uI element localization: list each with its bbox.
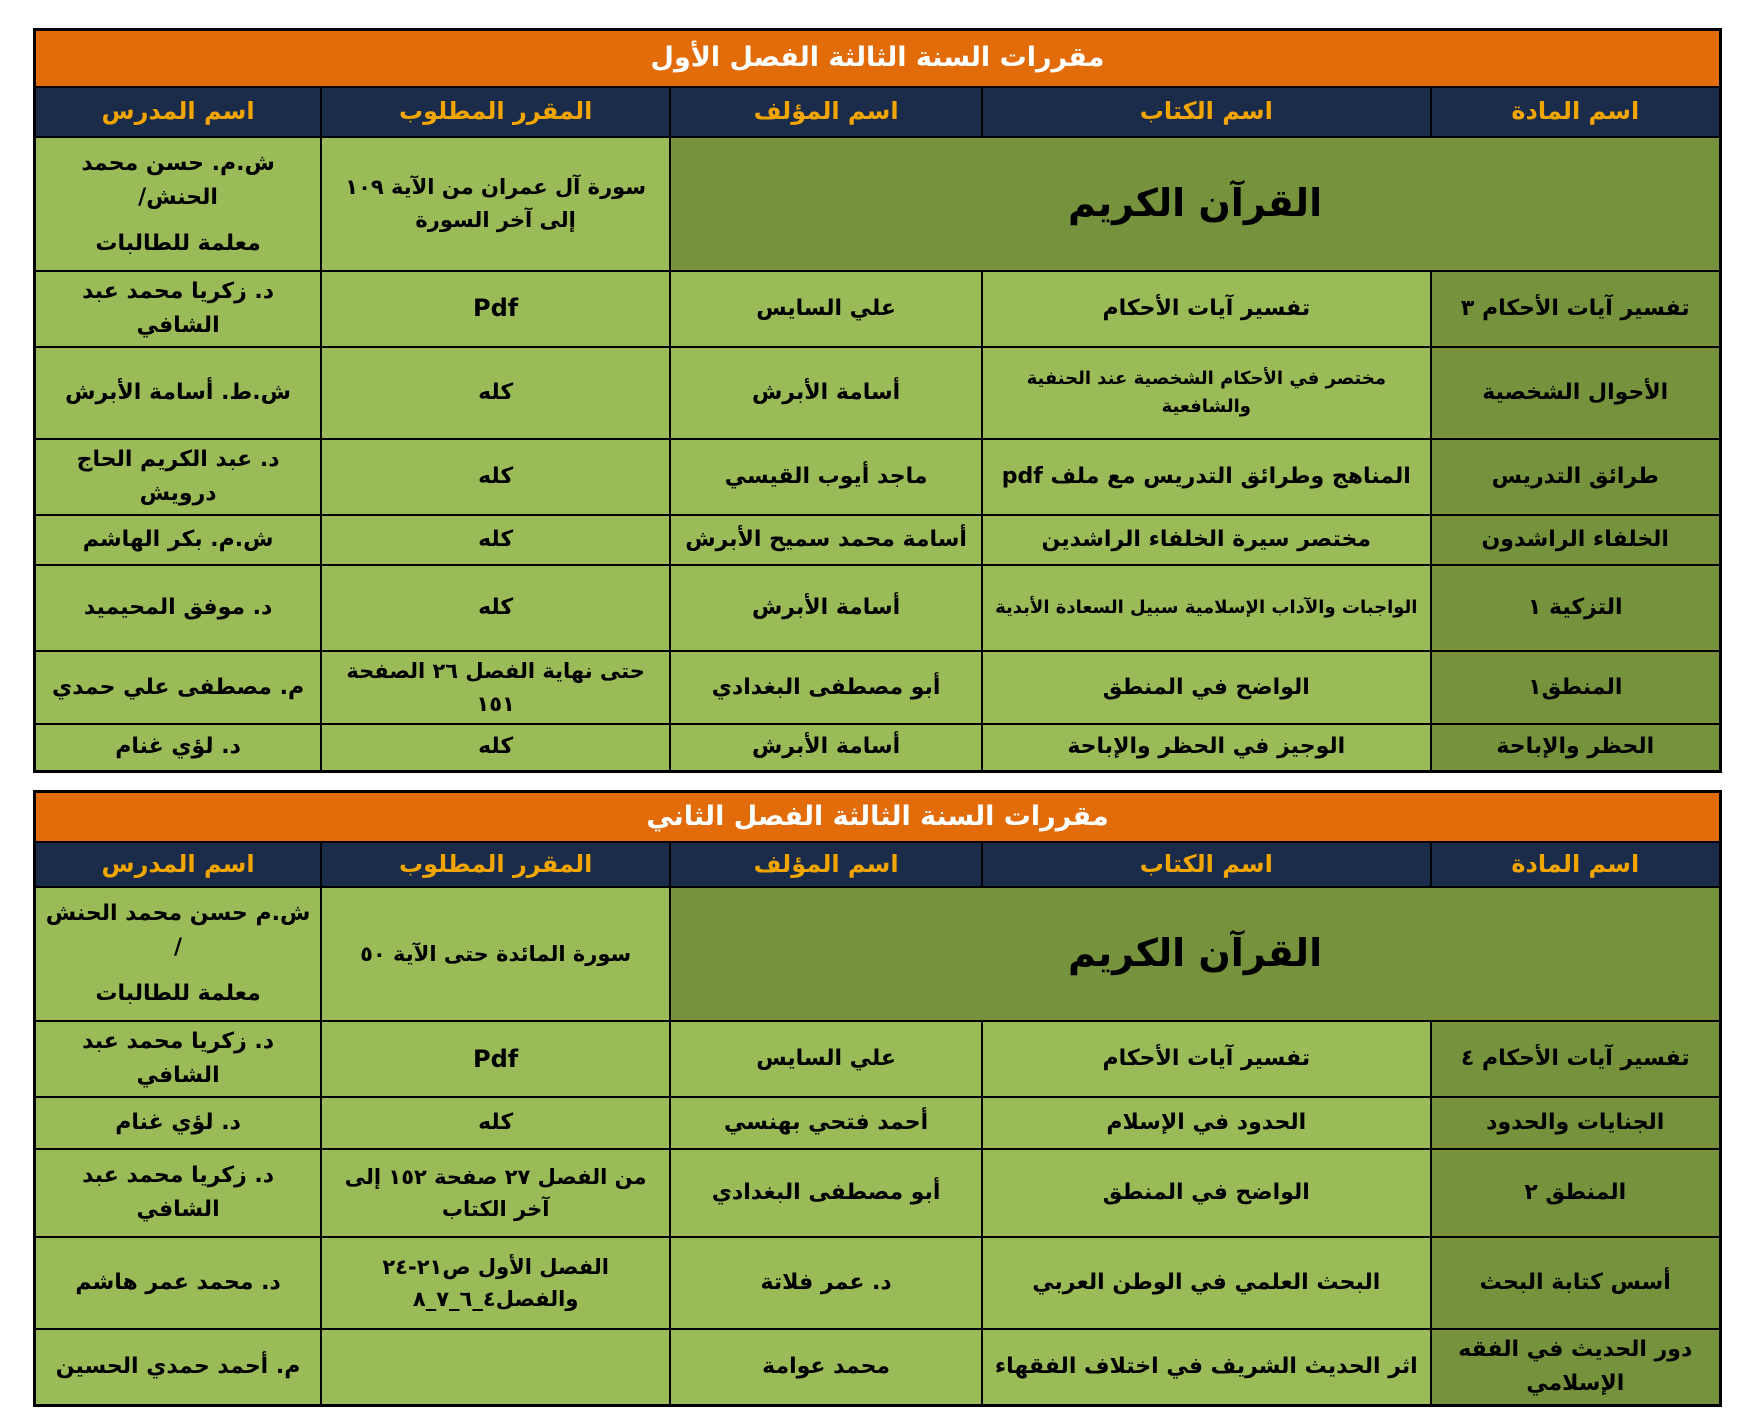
cell-required: من الفصل ٢٧ صفحة ١٥٢ إلى آخر الكتاب: [321, 1149, 670, 1237]
cell-teacher: م. مصطفى علي حمدي: [35, 651, 322, 724]
cell-quran-merged: القرآن الكريم: [670, 887, 1720, 1021]
semester1-title: مقررات السنة الثالثة الفصل الأول: [35, 30, 1721, 87]
cell-subject: المنطق ٢: [1431, 1149, 1721, 1237]
cell-subject: المنطق١: [1431, 651, 1721, 724]
cell-author: علي السايس: [670, 1021, 982, 1097]
cell-author: أبو مصطفى البغدادي: [670, 1149, 982, 1237]
cell-teacher: د. عبد الكريم الحاج درويش: [35, 439, 322, 515]
table-row: [35, 347, 1721, 439]
cell-required: كله: [321, 565, 670, 651]
semester2-table: [33, 790, 1722, 1408]
cell-subject: الخلفاء الراشدون: [1431, 515, 1721, 565]
table-row: [35, 30, 1721, 87]
cell-book: مختصر في الأحكام الشخصية عند الحنفية والشافعية: [982, 347, 1430, 439]
table-row: [35, 1149, 1721, 1237]
cell-subject: تفسير آيات الأحكام ٤: [1431, 1021, 1721, 1097]
table-row-quran: [35, 137, 1721, 271]
cell-author: د. عمر فلاتة: [670, 1237, 982, 1329]
cell-subject: التزكية ١: [1431, 565, 1721, 651]
cell-subject: أسس كتابة البحث: [1431, 1237, 1721, 1329]
cell-quran-merged: القرآن الكريم: [670, 137, 1720, 271]
cell-required: كله: [321, 439, 670, 515]
cell-book: اثر الحديث الشريف في اختلاف الفقهاء: [982, 1329, 1430, 1406]
table-row: [35, 515, 1721, 565]
semester1-table: [33, 28, 1722, 773]
cell-book: الوجيز في الحظر والإباحة: [982, 724, 1430, 771]
cell-teacher: د. زكريا محمد عبد الشافي: [35, 1149, 322, 1237]
column-header-author: اسم المؤلف: [670, 842, 982, 887]
cell-author: محمد عوامة: [670, 1329, 982, 1406]
cell-teacher: [35, 887, 322, 1021]
table-header-row: [35, 842, 1721, 887]
cell-author: أحمد فتحي بهنسي: [670, 1097, 982, 1149]
cell-teacher: م. أحمد حمدي الحسين: [35, 1329, 322, 1406]
cell-required: Pdf: [321, 1021, 670, 1097]
column-header-book: اسم الكتاب: [982, 842, 1430, 887]
cell-subject: الحظر والإباحة: [1431, 724, 1721, 771]
cell-required: [321, 1329, 670, 1406]
cell-teacher: د. لؤي غنام: [35, 1097, 322, 1149]
column-header-required: المقرر المطلوب: [321, 87, 670, 137]
cell-required: كله: [321, 515, 670, 565]
table-row: [35, 1329, 1721, 1406]
table-row: [35, 651, 1721, 724]
cell-author: أسامة الأبرش: [670, 347, 982, 439]
table-row-quran: [35, 887, 1721, 1021]
table-row: [35, 1097, 1721, 1149]
table-row: [35, 1021, 1721, 1097]
teacher-line1: ش.م. حسن محمد الحنش/: [81, 150, 275, 210]
cell-author: علي السايس: [670, 271, 982, 347]
cell-required: الفصل الأول ص٢١-٢٤ والفصل٤_٦_٧_٨: [321, 1237, 670, 1329]
column-header-author: اسم المؤلف: [670, 87, 982, 137]
cell-teacher: ش.م. بكر الهاشم: [35, 515, 322, 565]
table-row: [35, 439, 1721, 515]
table-row: [35, 791, 1721, 841]
cell-teacher: [35, 137, 322, 271]
table-header-row: [35, 87, 1721, 137]
cell-required: كله: [321, 724, 670, 771]
document-page: [33, 28, 1722, 1407]
teacher-line2: معلمة للطالبات: [95, 230, 261, 256]
cell-author: ماجد أيوب القيسي: [670, 439, 982, 515]
cell-required: سورة آل عمران من الآية ١٠٩ إلى آخر السورة: [321, 137, 670, 271]
cell-book: تفسير آيات الأحكام: [982, 1021, 1430, 1097]
cell-required: Pdf: [321, 271, 670, 347]
cell-book: البحث العلمي في الوطن العربي: [982, 1237, 1430, 1329]
teacher-line2: معلمة للطالبات: [95, 980, 261, 1006]
cell-author: أسامة الأبرش: [670, 724, 982, 771]
cell-required: حتى نهاية الفصل ٢٦ الصفحة ١٥١: [321, 651, 670, 724]
column-header-required: المقرر المطلوب: [321, 842, 670, 887]
cell-book: تفسير آيات الأحكام: [982, 271, 1430, 347]
table-row: [35, 1237, 1721, 1329]
column-header-teacher: اسم المدرس: [35, 87, 322, 137]
table-row: [35, 565, 1721, 651]
cell-book: مختصر سيرة الخلفاء الراشدين: [982, 515, 1430, 565]
cell-teacher: د. محمد عمر هاشم: [35, 1237, 322, 1329]
cell-author: أسامة محمد سميح الأبرش: [670, 515, 982, 565]
column-header-subject: اسم المادة: [1431, 842, 1721, 887]
cell-subject: تفسير آيات الأحكام ٣: [1431, 271, 1721, 347]
cell-author: أبو مصطفى البغدادي: [670, 651, 982, 724]
cell-book: المناهج وطرائق التدريس مع ملف pdf: [982, 439, 1430, 515]
cell-subject: الأحوال الشخصية: [1431, 347, 1721, 439]
cell-required: كله: [321, 1097, 670, 1149]
cell-teacher: د. زكريا محمد عبد الشافي: [35, 1021, 322, 1097]
cell-subject: الجنايات والحدود: [1431, 1097, 1721, 1149]
cell-required: سورة المائدة حتى الآية ٥٠: [321, 887, 670, 1021]
column-header-subject: اسم المادة: [1431, 87, 1721, 137]
column-header-book: اسم الكتاب: [982, 87, 1430, 137]
cell-book: الواضح في المنطق: [982, 1149, 1430, 1237]
cell-subject: دور الحديث في الفقه الإسلامي: [1431, 1329, 1721, 1406]
cell-subject: طرائق التدريس: [1431, 439, 1721, 515]
cell-author: أسامة الأبرش: [670, 565, 982, 651]
teacher-line1: ش.م حسن محمد الحنش /: [45, 900, 311, 960]
cell-book: الحدود في الإسلام: [982, 1097, 1430, 1149]
table-row: [35, 271, 1721, 347]
cell-teacher: د. لؤي غنام: [35, 724, 322, 771]
cell-required: كله: [321, 347, 670, 439]
cell-teacher: د. موفق المحيميد: [35, 565, 322, 651]
cell-book: الواضح في المنطق: [982, 651, 1430, 724]
cell-book: الواجبات والآداب الإسلامية سبيل السعادة الأبدية: [982, 565, 1430, 651]
cell-teacher: د. زكريا محمد عبد الشافي: [35, 271, 322, 347]
semester2-title: مقررات السنة الثالثة الفصل الثاني: [35, 791, 1721, 841]
table-row: [35, 724, 1721, 771]
column-header-teacher: اسم المدرس: [35, 842, 322, 887]
cell-teacher: ش.ط. أسامة الأبرش: [35, 347, 322, 439]
